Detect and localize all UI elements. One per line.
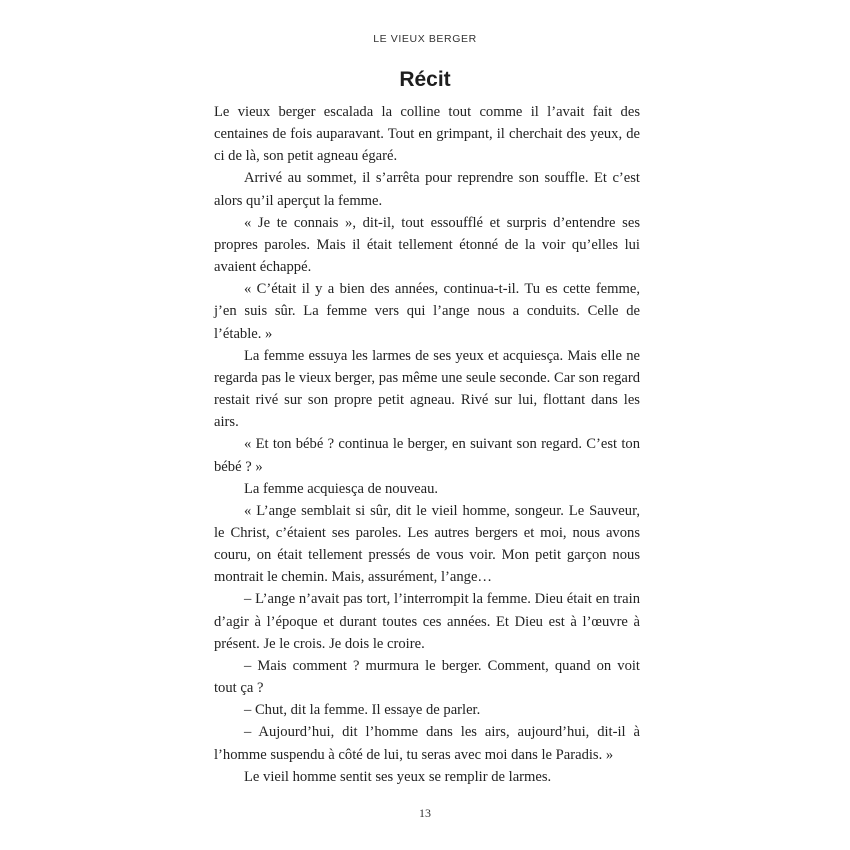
body-text: [214, 101, 640, 788]
paragraph: « C’était il y a bien des années, continua-t-il. Tu es cette femme, j’en suis sûr. La femme vers qui l’ange nous a conduits. Celle de l’étable. »: [214, 281, 640, 342]
paragraph: Le vieux berger escalada la colline tout comme il l’avait fait des centaines de fois auparavant. Tout en grimpant, il cherchait des yeux, de ci de là, son petit agneau égaré.: [214, 104, 640, 165]
paragraph: – Chut, dit la femme. Il essaye de parler.: [244, 702, 481, 719]
paragraph: – Mais comment ? murmura le berger. Comment, quand on voit tout ça ?: [214, 657, 640, 697]
paragraph: « Et ton bébé ? continua le berger, en suivant son regard. C’est ton bébé ? »: [214, 436, 640, 475]
paragraph: – L’ange n’avait pas tort, l’interrompit la femme. Dieu était en train d’agir à l’époque et durant toutes ces années. Et Dieu est à l’œuvre à présent. Je le crois. Je dois le croire.: [214, 591, 640, 652]
paragraph: La femme acquiesça de nouveau.: [244, 480, 439, 497]
paragraph: « Je te connais », dit-il, tout essoufflé et surpris d’entendre ses propres paroles. Mais il était tellement étonné de la voir qu’elles lui avaient échappé.: [214, 214, 640, 276]
paragraph: La femme essuya les larmes de ses yeux et acquiesça. Mais elle ne regarda pas le vieux berger, pas même une seule seconde. Car son regard restait rivé sur son propre petit agneau. Rivé sur lui, flottant dans les airs.: [214, 347, 640, 431]
paragraph: – Aujourd’hui, dit l’homme dans les airs, aujourd’hui, dit-il à l’homme suspendu à côté de lui, tu seras avec moi dans le Paradis. »: [214, 724, 640, 763]
paragraph: « L’ange semblait si sûr, dit le vieil homme, songeur. Le Sauveur, le Christ, c’étaient ses paroles. Les autres bergers et moi, nous avons couru, on était tellement pressés de vous voir. Mon petit garçon nous montrait le chemin. Mais, assurément, l’ange…: [214, 502, 640, 586]
page-number: 13: [419, 806, 431, 820]
chapter-title: Récit: [399, 68, 451, 91]
running-header: LE VIEUX BERGER: [373, 33, 477, 45]
paragraph: Le vieil homme sentit ses yeux se remplir de larmes.: [244, 768, 552, 785]
paragraph: Arrivé au sommet, il s’arrêta pour reprendre son souffle. Et c’est alors qu’il aperçut la femme.: [214, 170, 640, 209]
